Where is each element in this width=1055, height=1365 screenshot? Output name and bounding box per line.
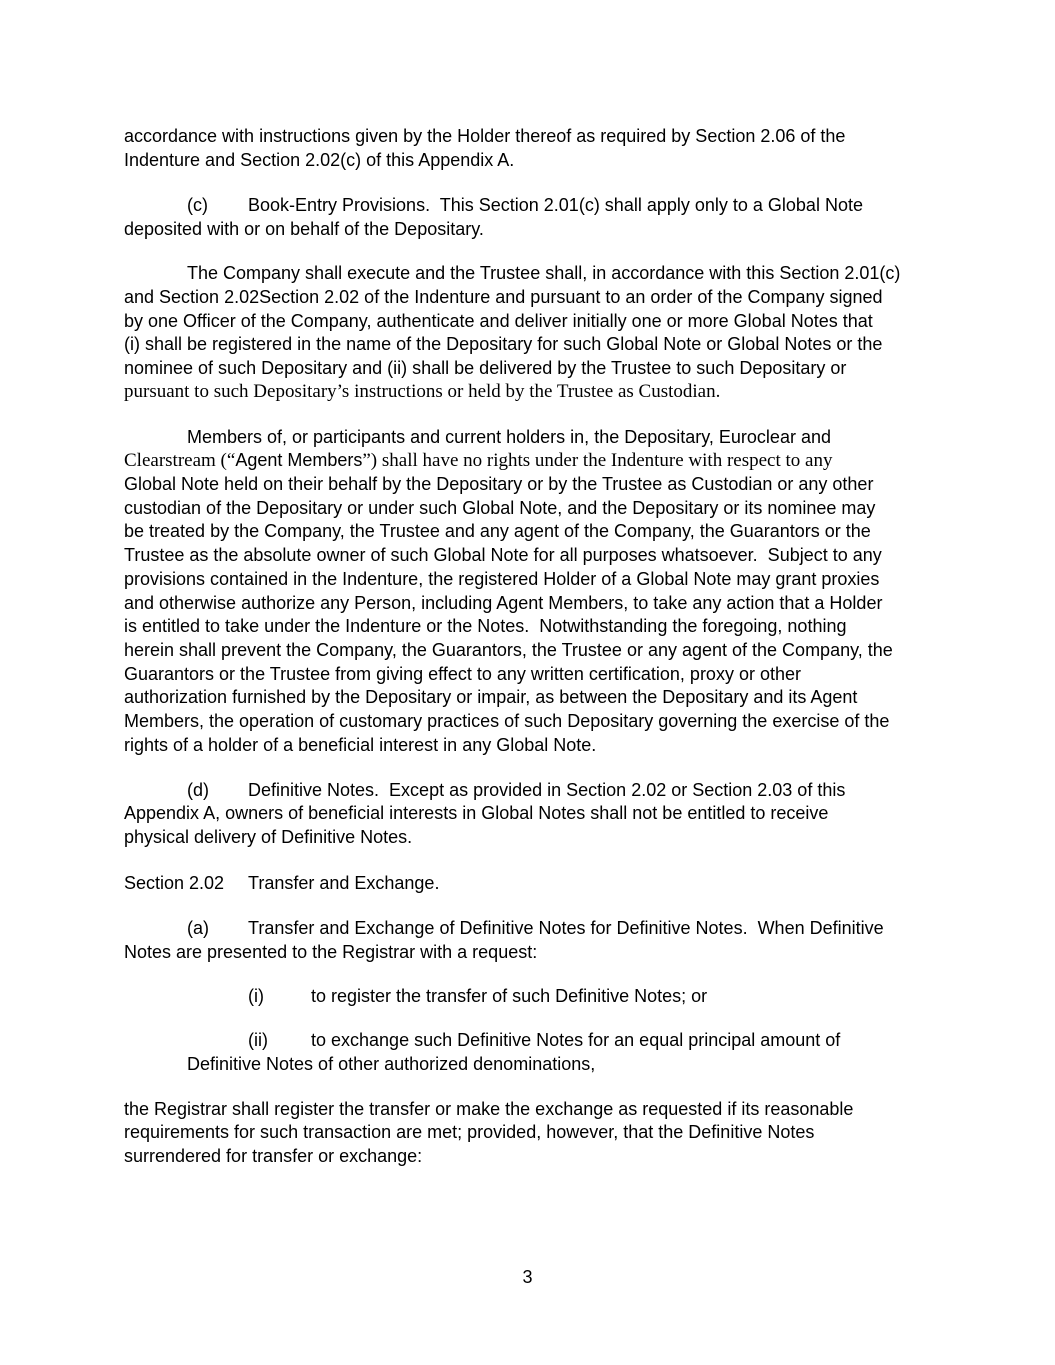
- paragraph-line: requirements for such transaction are met; provided, however, that the Definitive Notes: [124, 1122, 815, 1142]
- clause-heading-line: Book-Entry Provisions. This Section 2.01(c) shall apply only to a Global Note: [248, 195, 863, 215]
- paragraph-line: Members, the operation of customary practices of such Depositary governing the exercise of the: [124, 711, 890, 731]
- paragraph-line: Global Note held on their behalf by the Depositary or by the Trustee as Custodian or any other: [124, 474, 874, 494]
- paragraph-line: custodian of the Depositary or under such Global Note, and the Depositary or its nominee may: [124, 498, 876, 518]
- clause-number: (d): [187, 780, 209, 800]
- paragraph-line: (i) shall be registered in the name of the Depositary for such Global Note or Global Notes or the: [124, 334, 883, 354]
- defined-term: Agent Members: [235, 450, 363, 470]
- paragraph-line: [124, 449, 832, 473]
- paragraph-line: deposited with or on behalf of the Depositary.: [124, 219, 484, 239]
- paragraph-line: surrendered for transfer or exchange:: [124, 1146, 423, 1166]
- paragraph-line: Guarantors or the Trustee from giving effect to any written certification, proxy or other: [124, 664, 801, 684]
- paragraph-line: physical delivery of Definitive Notes.: [124, 827, 413, 847]
- text-run: ”) shall have no rights under the Indenture with respect to any: [362, 450, 833, 471]
- paragraph-line: authorization furnished by the Depositary or impair, as between the Depositary and its Agent: [124, 687, 858, 707]
- paragraph-line: provisions contained in the Indenture, the registered Holder of a Global Note may grant proxies: [124, 569, 880, 589]
- clause-number: (a): [187, 918, 209, 938]
- paragraph-line: Indenture and Section 2.02(c) of this Appendix A.: [124, 150, 515, 170]
- clause-heading-line: Definitive Notes. Except as provided in Section 2.02 or Section 2.03 of this: [248, 780, 846, 800]
- paragraph-line: pursuant to such Depositary’s instructions or held by the Trustee as Custodian.: [124, 381, 721, 402]
- subclause-line: to register the transfer of such Definitive Notes; or: [311, 986, 708, 1006]
- paragraph-line: Notes are presented to the Registrar with a request:: [124, 942, 538, 962]
- paragraph-line: Appendix A, owners of beneficial interests in Global Notes shall not be entitled to receive: [124, 803, 829, 823]
- paragraph-line: rights of a holder of a beneficial interest in any Global Note.: [124, 735, 597, 755]
- subclause-number: (ii): [248, 1030, 268, 1050]
- paragraph-line: be treated by the Company, the Trustee and any agent of the Company, the Guarantors or the: [124, 521, 871, 541]
- paragraph-line: accordance with instructions given by the Holder thereof as required by Section 2.06 of the: [124, 126, 846, 146]
- paragraph-line: and Section 2.02Section 2.02 of the Indenture and pursuant to an order of the Company signed: [124, 287, 883, 307]
- section-number: Section 2.02: [124, 873, 225, 893]
- paragraph-line: the Registrar shall register the transfer or make the exchange as requested if its reasonable: [124, 1099, 854, 1119]
- paragraph-line: and otherwise authorize any Person, including Agent Members, to take any action that a Holder: [124, 593, 883, 613]
- paragraph-line: Trustee as the absolute owner of such Global Note for all purposes whatsoever. Subject to any: [124, 545, 882, 565]
- paragraph-line: by one Officer of the Company, authenticate and deliver initially one or more Global Notes that: [124, 311, 873, 331]
- subclause-line: Definitive Notes of other authorized denominations,: [187, 1054, 596, 1074]
- paragraph-line: The Company shall execute and the Trustee shall, in accordance with this Section 2.01(c): [187, 263, 901, 283]
- subclause-number: (i): [248, 986, 264, 1006]
- paragraph-line: is entitled to take under the Indenture or the Notes. Notwithstanding the foregoing, nothing: [124, 616, 847, 636]
- paragraph-line: herein shall prevent the Company, the Guarantors, the Trustee or any agent of the Company, the: [124, 640, 893, 660]
- paragraph-line: Members of, or participants and current holders in, the Depositary, Euroclear and: [187, 427, 831, 447]
- text-run: Clearstream (“: [124, 450, 236, 471]
- section-title: Transfer and Exchange.: [248, 873, 440, 893]
- subclause-line: to exchange such Definitive Notes for an equal principal amount of: [311, 1030, 841, 1050]
- clause-number: (c): [187, 195, 208, 215]
- paragraph-line: nominee of such Depositary and (ii) shall be delivered by the Trustee to such Depositary or: [124, 358, 847, 378]
- clause-heading-line: Transfer and Exchange of Definitive Notes for Definitive Notes. When Definitive: [248, 918, 884, 938]
- page-number: 3: [522, 1267, 533, 1287]
